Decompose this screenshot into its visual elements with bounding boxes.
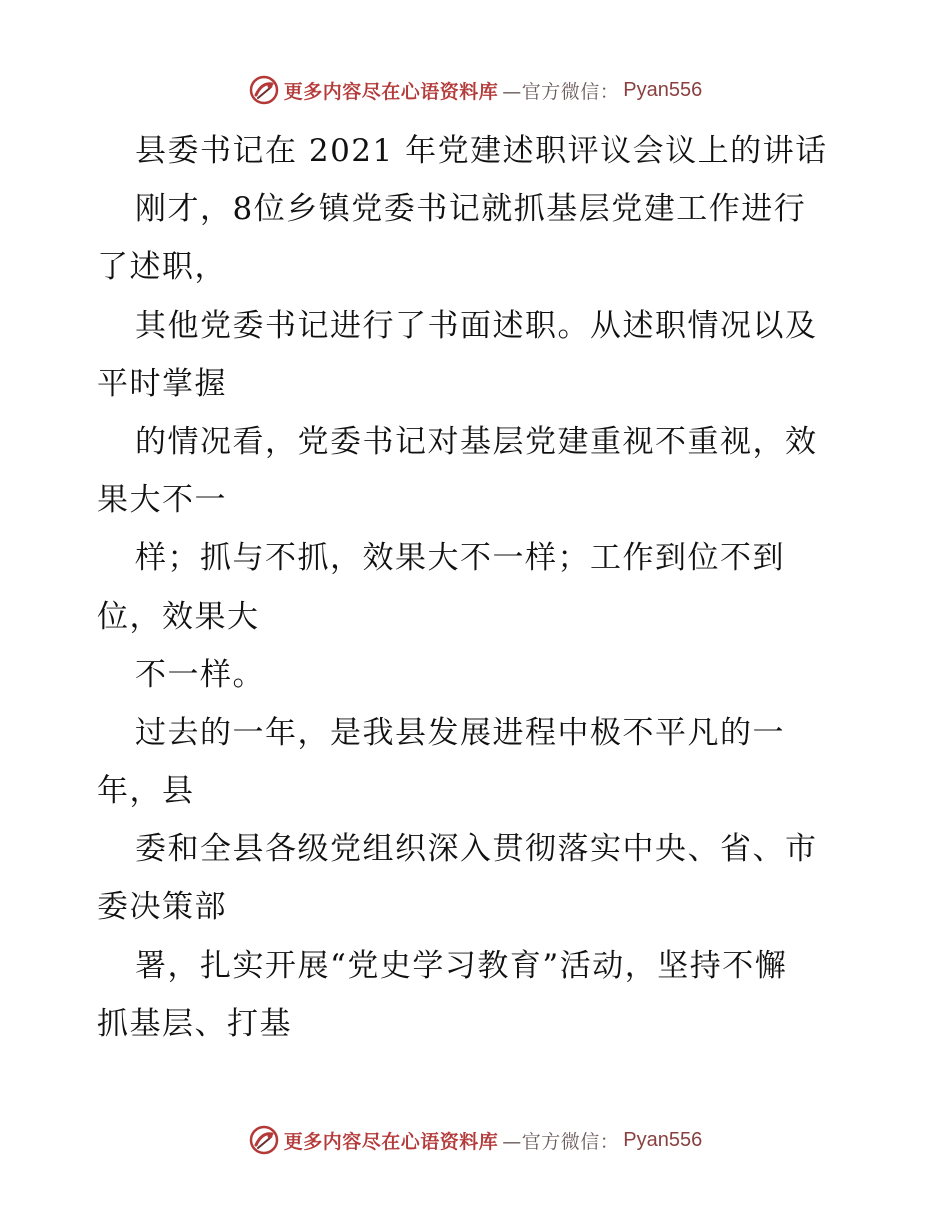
footer-watermark (0, 1120, 950, 1160)
paragraph-line: 刚才，8位乡镇党委书记就抓基层党建工作进行 (135, 191, 807, 228)
paragraph-line: 过去的一年，是我县发展进程中极不平凡的一 (135, 714, 785, 751)
watermark-brand-text: 更多内容尽在心语资料库 (283, 80, 499, 103)
paragraph-line: 委决策部 (97, 889, 227, 926)
paragraph-line: 委和全县各级党组织深入贯彻落实中央、省、市 (135, 831, 818, 868)
document-body (97, 122, 857, 1053)
paragraph-line: 了述职， (97, 249, 227, 286)
watermark-separator-text: —官方微信： (502, 80, 620, 103)
paragraph-line: 位，效果大 (97, 598, 260, 635)
paragraph-line: 署，扎实开展“党史学习教育”活动，坚持不懈 (135, 947, 788, 984)
watermark-brand-text: 更多内容尽在心语资料库 (283, 1130, 499, 1153)
watermark-content (248, 74, 703, 106)
watermark-separator-text: —官方微信： (502, 1130, 620, 1153)
paragraph-line: 平时掌握 (97, 365, 227, 402)
seal-logo-icon (248, 1124, 280, 1156)
document-title: 县委书记在 2021 年党建述职评议会议上的讲话 (135, 133, 828, 169)
watermark-wechat-id: Pyan556 (623, 1128, 703, 1151)
header-watermark (0, 70, 950, 110)
seal-logo-icon (248, 74, 280, 106)
paragraph-line: 果大不一 (97, 482, 227, 519)
paragraph-line: 样；抓与不抓，效果大不一样；工作到位不到 (135, 540, 785, 577)
paragraph-line: 抓基层、打基 (97, 1005, 292, 1042)
paragraph-line: 不一样。 (135, 656, 265, 693)
watermark-content (248, 1124, 703, 1156)
paragraph-line: 其他党委书记进行了书面述职。从述职情况以及 (135, 307, 818, 344)
watermark-wechat-id: Pyan556 (623, 78, 703, 101)
paragraph-line: 的情况看，党委书记对基层党建重视不重视，效 (135, 423, 818, 460)
paragraph-line: 年，县 (97, 773, 195, 810)
